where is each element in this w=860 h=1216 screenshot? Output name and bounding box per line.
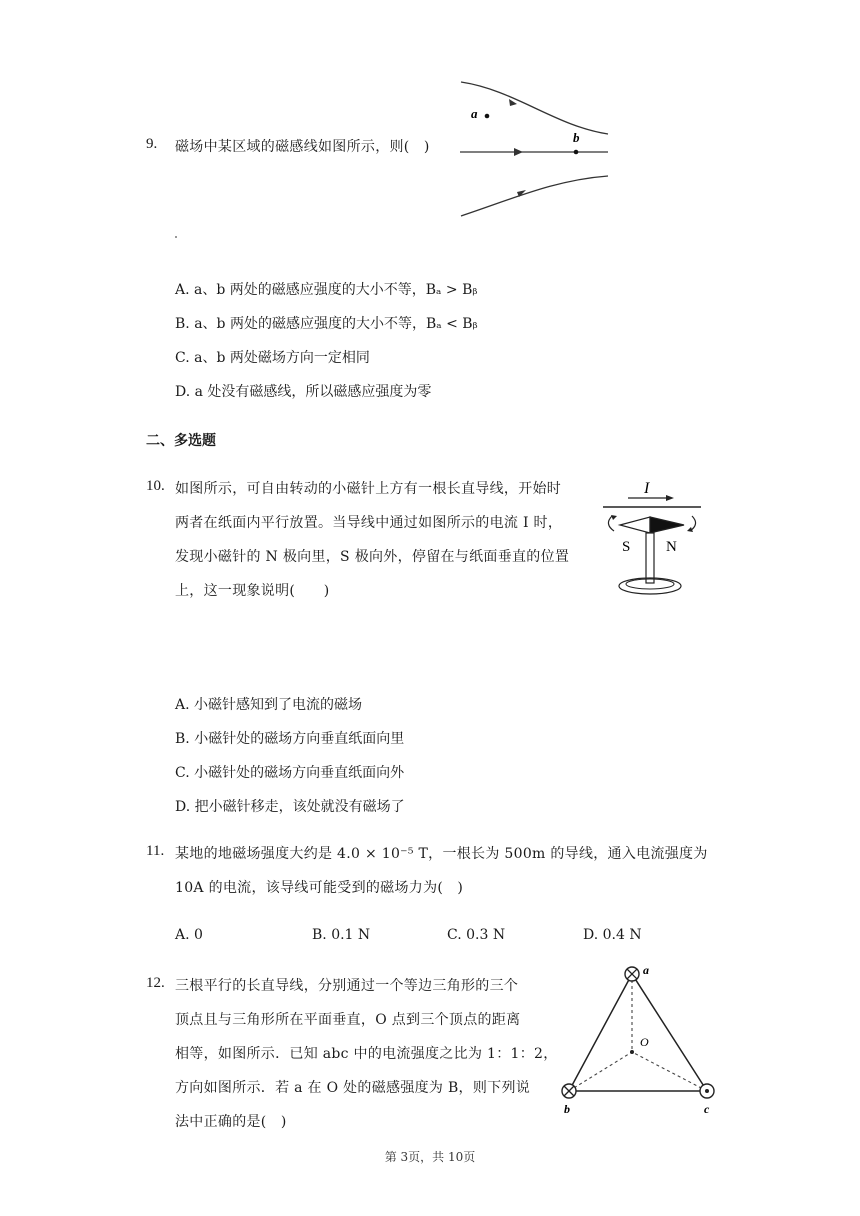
q11-option-d: D. 0.4 N <box>583 927 642 943</box>
q12-number: 12. <box>146 975 165 991</box>
q9-upper-arrow <box>509 99 517 106</box>
q12-point-o <box>630 1050 634 1054</box>
q11-option-b: B. 0.1 N <box>312 927 371 943</box>
q11-number: 11. <box>146 843 165 859</box>
q10-line-2: 两者在纸面内平行放置。当导线中通过如图所示的电流 I 时， <box>175 515 563 531</box>
q12-line-2: 顶点且与三角形所在平面垂直，O 点到三个顶点的距离 <box>175 1012 521 1028</box>
q10-needle-s <box>620 517 650 533</box>
q12-triangle <box>569 974 707 1091</box>
q11-line-2: 10A 的电流，该导线可能受到的磁场力为( ) <box>175 880 464 896</box>
q9-field-lines-figure <box>455 76 615 221</box>
q9-lower-field-line <box>461 176 608 216</box>
q10-current-label: I <box>644 480 650 497</box>
q12-line-1: 三根平行的长直导线，分别通过一个等边三角形的三个 <box>175 978 519 994</box>
q10-option-b: B. 小磁针处的磁场方向垂直纸面向里 <box>175 731 405 747</box>
q12-label-a: a <box>643 963 649 977</box>
q10-label-s: S <box>622 539 631 555</box>
q12-dash-c-o <box>632 1052 707 1091</box>
q9-upper-field-line <box>461 82 608 134</box>
q9-option-d: D. a 处没有磁感线，所以磁感应强度为零 <box>175 384 432 400</box>
q12-triangle-figure <box>556 962 718 1118</box>
q12-line-5: 法中正确的是( ) <box>175 1114 287 1130</box>
q12-label-b: b <box>564 1102 570 1116</box>
q12-label-c: c <box>704 1102 710 1116</box>
q12-wire-a-into-page-icon <box>625 967 639 981</box>
q12-label-o: O <box>640 1035 649 1049</box>
q10-current-arrow-head <box>666 495 674 501</box>
q9-middle-arrow <box>514 148 523 156</box>
q9-option-a: A. a、b 两处的磁感应强度的大小不等，Bₐ > Bᵦ <box>175 282 478 298</box>
q9-point-a <box>485 114 490 119</box>
stray-mark <box>175 236 177 238</box>
q10-option-d: D. 把小磁针移走，该处就没有磁场了 <box>175 799 405 815</box>
q11-option-c: C. 0.3 N <box>447 927 506 943</box>
q10-option-c: C. 小磁针处的磁场方向垂直纸面向外 <box>175 765 405 781</box>
q9-label-a: a <box>471 106 478 121</box>
q12-wire-c-out-of-page-icon <box>700 1084 714 1098</box>
q10-line-3: 发现小磁针的 N 极向里，S 极向外，停留在与纸面垂直的位置 <box>175 549 570 565</box>
q10-line-4: 上，这一现象说明( ) <box>175 583 330 599</box>
q9-stem: 磁场中某区域的磁感线如图所示，则( ) <box>175 139 430 155</box>
q10-option-a: A. 小磁针感知到了电流的磁场 <box>175 697 363 713</box>
q12-line-4: 方向如图所示．若 a 在 O 处的磁感强度为 B，则下列说 <box>175 1080 531 1096</box>
q9-number: 9. <box>146 136 158 152</box>
q10-number: 10. <box>146 478 165 494</box>
q10-compass-figure <box>598 476 706 600</box>
q12-line-3: 相等，如图所示．已知 abc 中的电流强度之比为 1：1：2， <box>175 1046 558 1062</box>
q9-label-b: b <box>573 130 580 145</box>
q12-wire-b-into-page-icon <box>562 1084 576 1098</box>
q11-line-1: 某地的地磁场强度大约是 4.0 × 10⁻⁵ T，一根长为 500m 的导线，通入电流强度为 <box>175 846 708 862</box>
q9-point-b <box>574 150 579 155</box>
q9-option-c: C. a、b 两处磁场方向一定相同 <box>175 350 370 366</box>
q9-option-b: B. a、b 两处的磁感应强度的大小不等，Bₐ < Bᵦ <box>175 316 478 332</box>
q10-label-n: N <box>666 539 677 555</box>
q10-needle-n <box>650 517 684 533</box>
q11-option-a: A. 0 <box>175 927 203 943</box>
q10-stand-post <box>646 533 654 583</box>
q12-dash-b-o <box>569 1052 632 1091</box>
section-heading-multiple-choice: 二、多选题 <box>146 433 216 449</box>
page-number: 第 3页，共 10页 <box>384 1150 476 1164</box>
q10-line-1: 如图所示，可自由转动的小磁针上方有一根长直导线，开始时 <box>175 481 562 497</box>
